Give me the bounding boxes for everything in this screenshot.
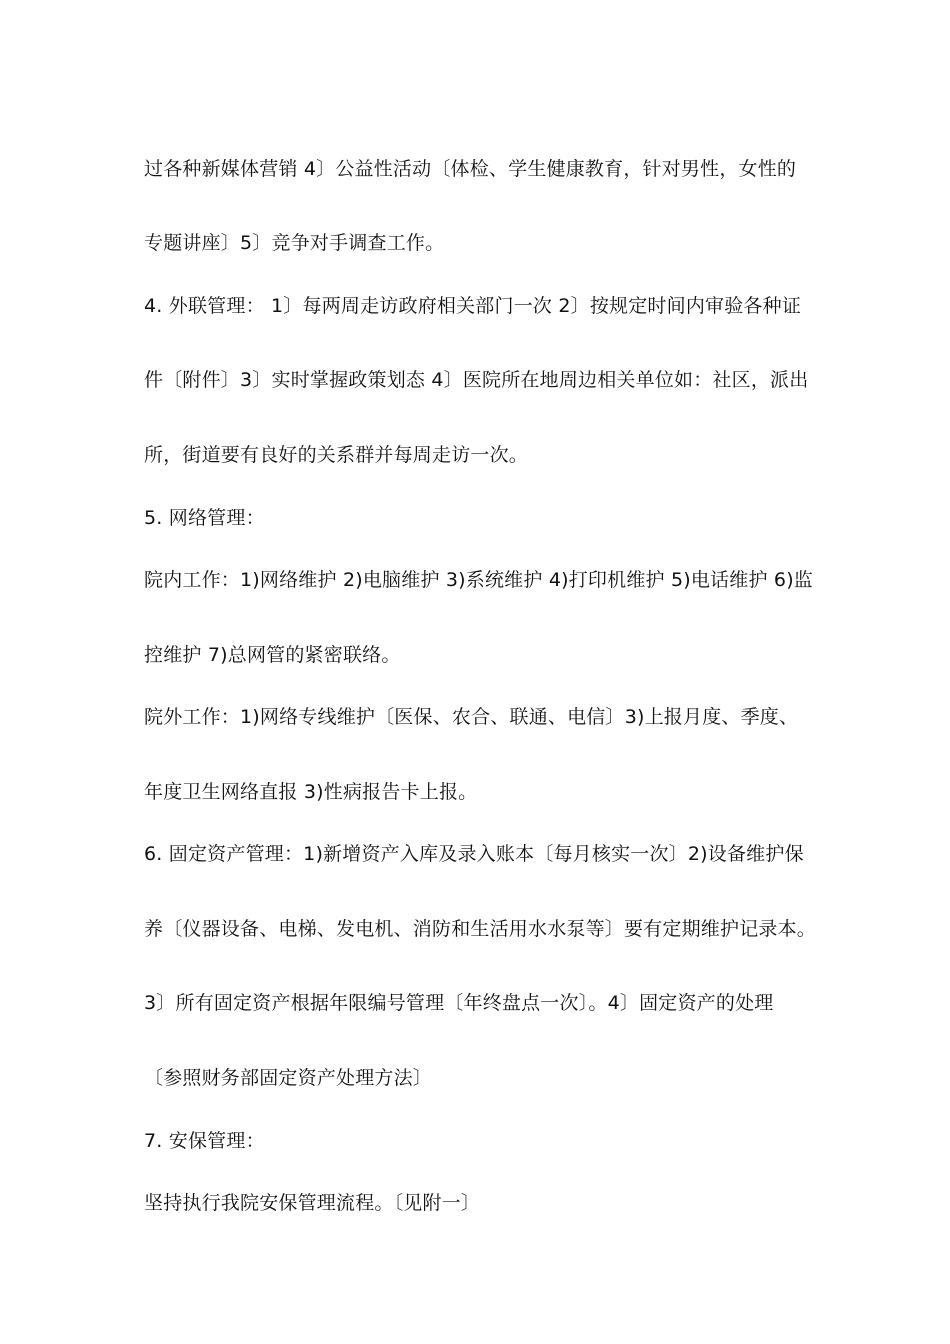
section-heading-network: 5. 网络管理： xyxy=(144,507,265,529)
paragraph-line: 过各种新媒体营销 4〕公益性活动〔体检、学生健康教育，针对男性，女性的 xyxy=(144,158,797,180)
paragraph-line: 3〕所有固定资产根据年限编号管理〔年终盘点一次〕。4〕固定资产的处理 xyxy=(144,992,774,1014)
section-heading-fixed-assets: 6. 固定资产管理：1)新增资产入库及录入账本〔每月核实一次〕2)设备维护保 xyxy=(144,843,804,865)
paragraph-line: 养〔仪器设备、电梯、发电机、消防和生活用水水泵等〕要有定期维护记录本。 xyxy=(144,918,817,940)
paragraph-line: 控维护 7)总网管的紧密联络。 xyxy=(144,644,401,666)
paragraph-line: 专题讲座〕5〕竞争对手调查工作。 xyxy=(144,232,445,254)
paragraph-line: 所，街道要有良好的关系群并每周走访一次。 xyxy=(144,444,529,466)
paragraph-line: 院外工作：1)网络专线维护〔医保、农合、联通、电信〕3)上报月度、季度、 xyxy=(144,706,799,728)
section-heading-security: 7. 安保管理： xyxy=(144,1130,265,1152)
paragraph-line: 院内工作：1)网络维护 2)电脑维护 3)系统维护 4)打印机维护 5)电话维护 6)监 xyxy=(144,569,814,591)
paragraph-line: 坚持执行我院安保管理流程。〔见附一〕 xyxy=(144,1192,481,1214)
paragraph-line: 〔参照财务部固定资产处理方法〕 xyxy=(144,1067,433,1089)
section-heading-external-relations: 4. 外联管理： 1〕每两周走访政府相关部门一次 2〕按规定时间内审验各种证 xyxy=(144,295,802,317)
paragraph-line: 年度卫生网络直报 3)性病报告卡上报。 xyxy=(144,781,478,803)
paragraph-line: 件〔附件〕3〕实时掌握政策划态 4〕医院所在地周边相关单位如：社区，派出 xyxy=(144,369,809,391)
